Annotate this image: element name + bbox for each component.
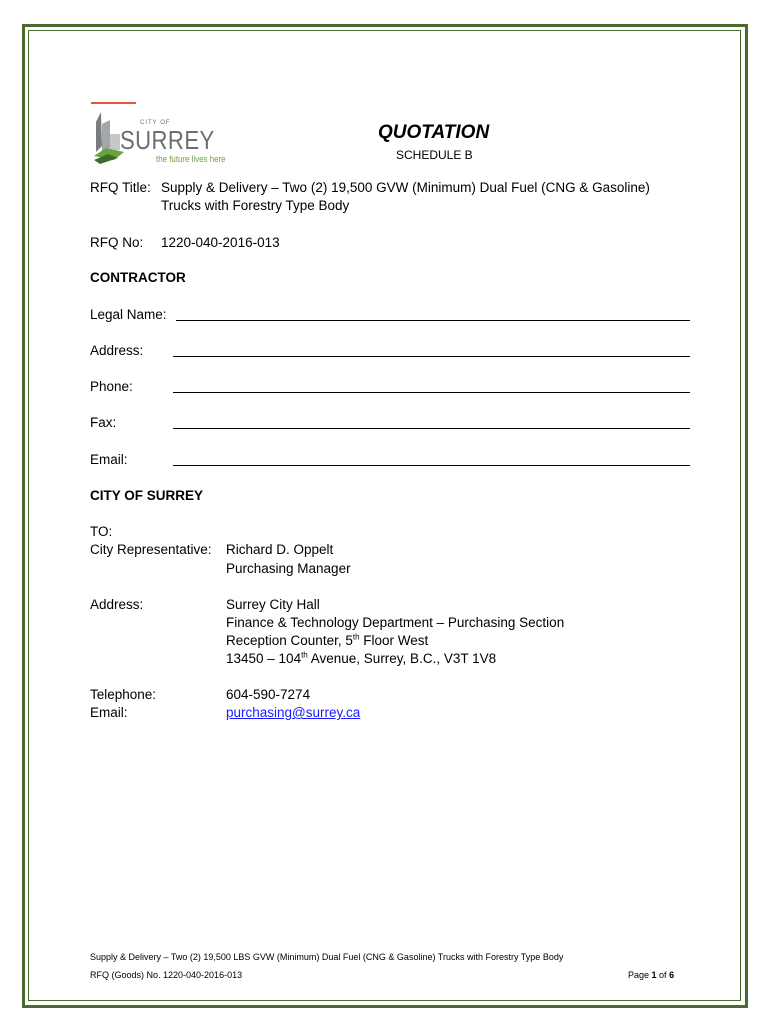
city-heading: CITY OF SURREY xyxy=(90,488,204,503)
rfq-title-label: RFQ Title: xyxy=(90,180,151,195)
phone-label: Phone: xyxy=(90,379,133,394)
contractor-email-field[interactable] xyxy=(173,465,690,466)
telephone-label: Telephone: xyxy=(90,687,157,702)
city-email-link[interactable]: purchasing@surrey.ca xyxy=(226,705,361,720)
page-number: Page 1 of 6 xyxy=(628,970,675,980)
telephone-value: 604-590-7274 xyxy=(226,687,311,702)
logo-tagline: the future lives here xyxy=(156,154,226,164)
contractor-address-label: Address: xyxy=(90,343,144,358)
page-title: QUOTATION xyxy=(378,122,490,143)
rep-name: Richard D. Oppelt xyxy=(226,542,334,557)
phone-field[interactable] xyxy=(173,392,690,393)
city-address-line4: 13450 – 104th Avenue, Surrey, B.C., V3T 1V8 xyxy=(226,650,497,666)
contractor-address-field[interactable] xyxy=(173,356,690,357)
to-label: TO: xyxy=(90,524,113,539)
city-email-label: Email: xyxy=(90,705,128,720)
logo-name: SURREY xyxy=(120,125,215,155)
accent-line xyxy=(91,102,136,104)
legal-name-label: Legal Name: xyxy=(90,307,167,322)
city-address-line2: Finance & Technology Department – Purchasing Section xyxy=(226,615,565,630)
rfq-title-line1: Supply & Delivery – Two (2) 19,500 GVW (Minimum) Dual Fuel (CNG & Gasoline) xyxy=(161,180,650,195)
city-address-label: Address: xyxy=(90,597,144,612)
rfq-title-line2: Trucks with Forestry Type Body xyxy=(161,198,350,213)
fax-label: Fax: xyxy=(90,415,117,430)
legal-name-field[interactable] xyxy=(176,320,690,321)
rep-label: City Representative: xyxy=(90,542,212,557)
rfq-no-value: 1220-040-2016-013 xyxy=(161,235,280,250)
fax-field[interactable] xyxy=(173,428,690,429)
page-border-inner xyxy=(28,30,741,1001)
logo-city-of: CITY OF xyxy=(140,120,171,126)
footer-line1: Supply & Delivery – Two (2) 19,500 LBS GVW (Minimum) Dual Fuel (CNG & Gasoline) Trucks with Forestry Type Body xyxy=(90,952,564,962)
city-address-line3: Reception Counter, 5th Floor West xyxy=(226,632,429,648)
contractor-email-label: Email: xyxy=(90,452,128,467)
rep-title: Purchasing Manager xyxy=(226,561,351,576)
contractor-heading: CONTRACTOR xyxy=(90,270,186,285)
rfq-no-label: RFQ No: xyxy=(90,235,144,250)
city-address-line1: Surrey City Hall xyxy=(226,597,320,612)
page-subtitle: SCHEDULE B xyxy=(396,148,473,162)
footer-line2: RFQ (Goods) No. 1220-040-2016-013 xyxy=(90,970,243,980)
